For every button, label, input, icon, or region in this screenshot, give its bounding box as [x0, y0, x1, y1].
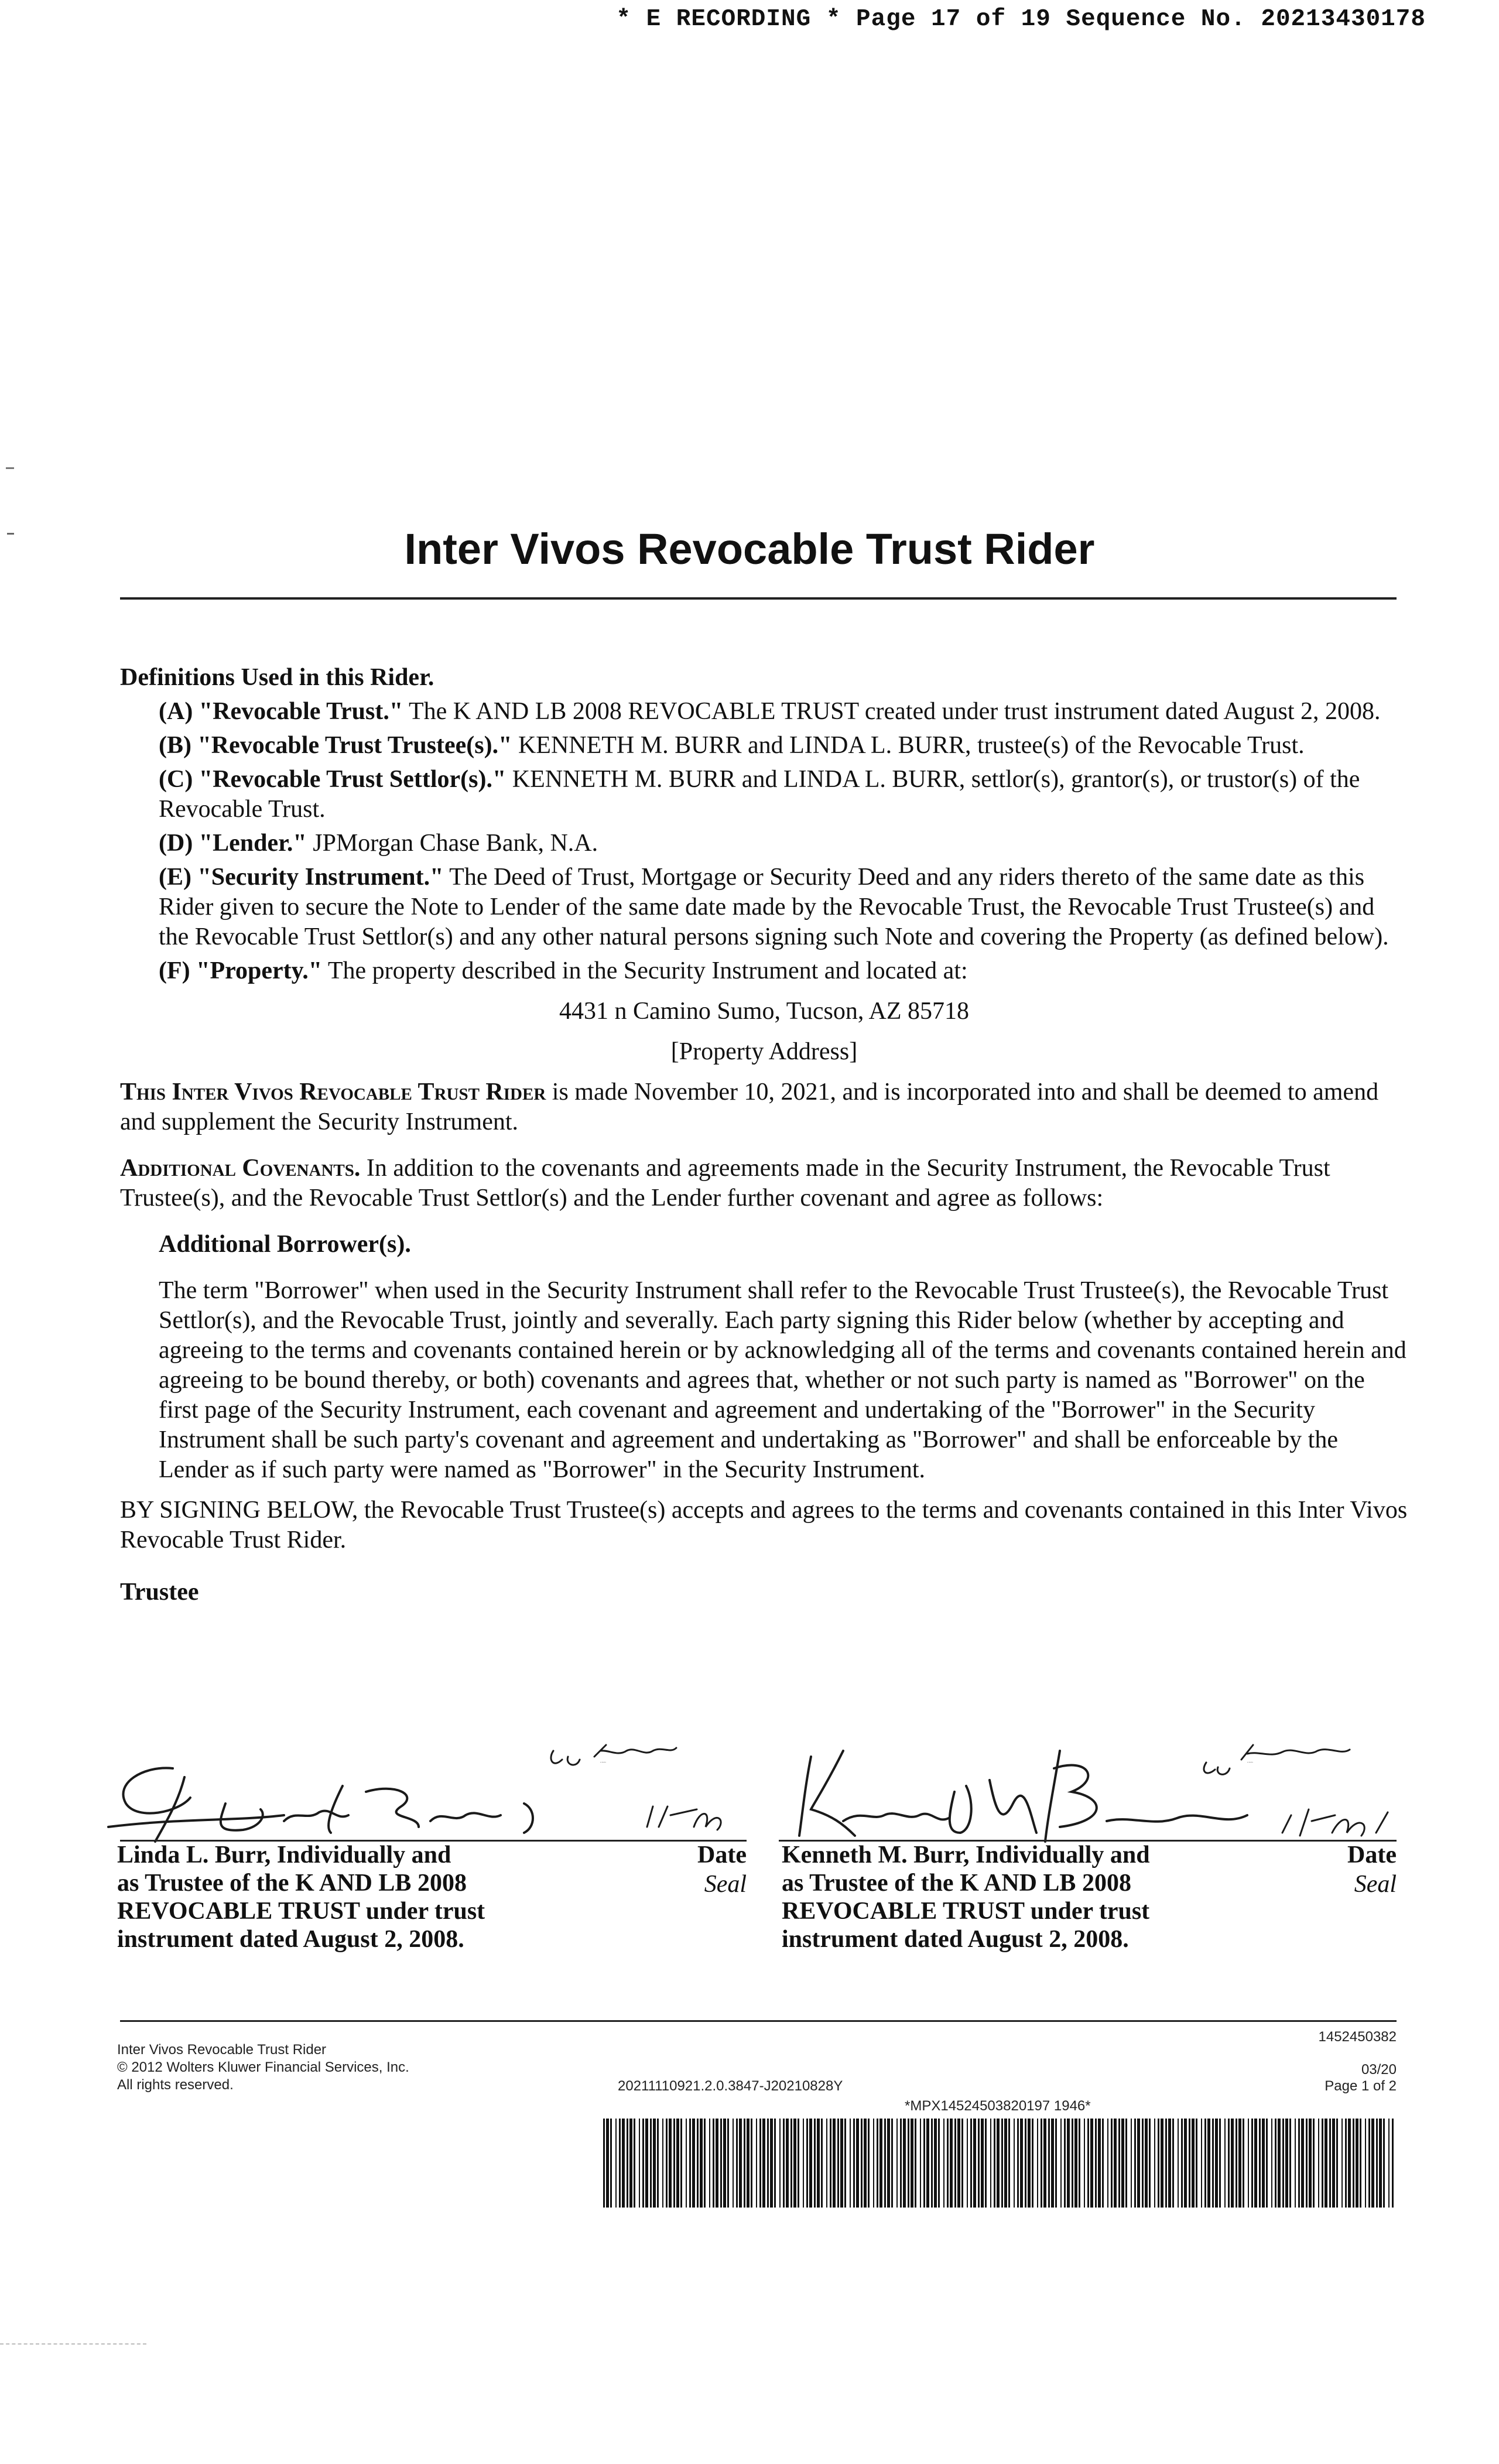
footer-center-code: 20211110921.2.0.3847-J20210828Y: [618, 2078, 843, 2094]
definition-e: (E) "Security Instrument." The Deed of Trust, Mortgage or Security Deed and any riders thereto of the same date as this Rider given to secure the Note to Lender of the same date made by the Revocable Trust, the Revocable Trust Trustee(s) and the Revocable Trust Settlor(s) and any other natural persons signing such Note and covering the Property (as defined below).: [159, 864, 1389, 950]
borrowers-heading: Additional Borrower(s).: [159, 1231, 411, 1258]
signature-linda: [91, 1733, 747, 1979]
handwritten-note-linda: as trustee: [600, 1762, 607, 1763]
handwritten-signature-linda: [91, 1733, 747, 1850]
barcode: [603, 2119, 1394, 2208]
rider-intro: This Inter Vivos Revocable Trust Rider is made November 10, 2021, and is incorporated into and shall be deemed to amend and supplement the Security Instrument.: [120, 1079, 1379, 1135]
definition-f: (F) "Property." The property described in the Security Instrument and located at:: [159, 957, 968, 984]
definition-b: (B) "Revocable Trust Trustee(s)." KENNETH M. BURR and LINDA L. BURR, trustee(s) of the Revocable Trust.: [159, 732, 1305, 759]
page-title: Inter Vivos Revocable Trust Rider: [404, 525, 1095, 573]
additional-covenants: Additional Covenants. In addition to the covenants and agreements made in the Security Instrument, the Revocable Trust Trustee(s), and the Revocable Trust Settlor(s) and the Lender further covenant and agree as follows:: [120, 1155, 1330, 1212]
footer-page: Page 1 of 2: [1325, 2078, 1397, 2094]
definition-c: (C) "Revocable Trust Settlor(s)." KENNETH M. BURR and LINDA L. BURR, settlor(s), grantor(s), or trustor(s) of the Revocable Trust.: [159, 766, 1360, 823]
title-divider: [120, 597, 1397, 600]
footer-left: Inter Vivos Revocable Trust Rider © 2012 Wolters Kluwer Financial Services, Inc. All rights reserved.: [117, 2042, 409, 2093]
definitions-heading: Definitions Used in this Rider.: [120, 664, 434, 691]
handwritten-note-kenneth: as trustee: [1247, 1762, 1254, 1763]
name-block-linda: Linda L. Burr, Individually and as Trustee of the K AND LB 2008 REVOCABLE TRUST under trust instrument dated August 2, 2008.: [117, 1842, 485, 1953]
signing-statement: BY SIGNING BELOW, the Revocable Trust Trustee(s) accepts and agrees to the terms and covenants contained in this Inter Vivos Revocable Trust Rider.: [120, 1497, 1408, 1553]
trustee-heading: Trustee: [120, 1579, 199, 1606]
definition-a: (A) "Revocable Trust." The K AND LB 2008 REVOCABLE TRUST created under trust instrument dated August 2, 2008.: [159, 698, 1381, 725]
property-address-label: [Property Address]: [670, 1038, 858, 1065]
scan-edge-mark: [0, 2343, 146, 2345]
borrowers-paragraph: The term "Borrower" when used in the Security Instrument shall refer to the Revocable Trust Trustee(s), the Revocable Trust Settlor(s), and the Revocable Trust, jointly and severally. Each party signing this Rider below (whether by accepting and agreeing to the terms and covenants contained herein or by acknowledging all of the terms and covenants contained herein and agreeing to be bound thereby, or both) covenants and agrees that, whether or not such party is named as "Borrower" on the first page of the Security Instrument, each covenant and agreement and undertaking of the "Borrower" in the Security Instrument shall be such party's covenant and agreement and undertaking as "Borrower" and shall be enforceable by the Lender as if such party were named as "Borrower" in the Security Instrument.: [159, 1277, 1406, 1483]
document-body: [120, 663, 1408, 1607]
footer-divider: [120, 2020, 1397, 2022]
date-label-linda: Date: [697, 1842, 747, 1868]
property-address: 4431 n Camino Sumo, Tucson, AZ 85718: [559, 998, 970, 1025]
definition-d: (D) "Lender." JPMorgan Chase Bank, N.A.: [159, 830, 598, 857]
seal-label-linda: Seal: [704, 1871, 747, 1898]
date-label-kenneth: Date: [1347, 1842, 1397, 1868]
recording-header: * E RECORDING * Page 17 of 19 Sequence No. 20213430178: [616, 6, 1426, 33]
footer-loan-number: 1452450382: [1318, 2029, 1397, 2045]
handwritten-signature-kenneth: [779, 1733, 1397, 1850]
barcode-text: *MPX14524503820197 1946*: [905, 2098, 1091, 2114]
signature-kenneth: [779, 1733, 1397, 1979]
name-block-kenneth: Kenneth M. Burr, Individually and as Trustee of the K AND LB 2008 REVOCABLE TRUST under trust instrument dated August 2, 2008.: [782, 1842, 1150, 1953]
footer-form-date: 03/20: [1361, 2062, 1397, 2078]
seal-label-kenneth: Seal: [1354, 1871, 1397, 1898]
